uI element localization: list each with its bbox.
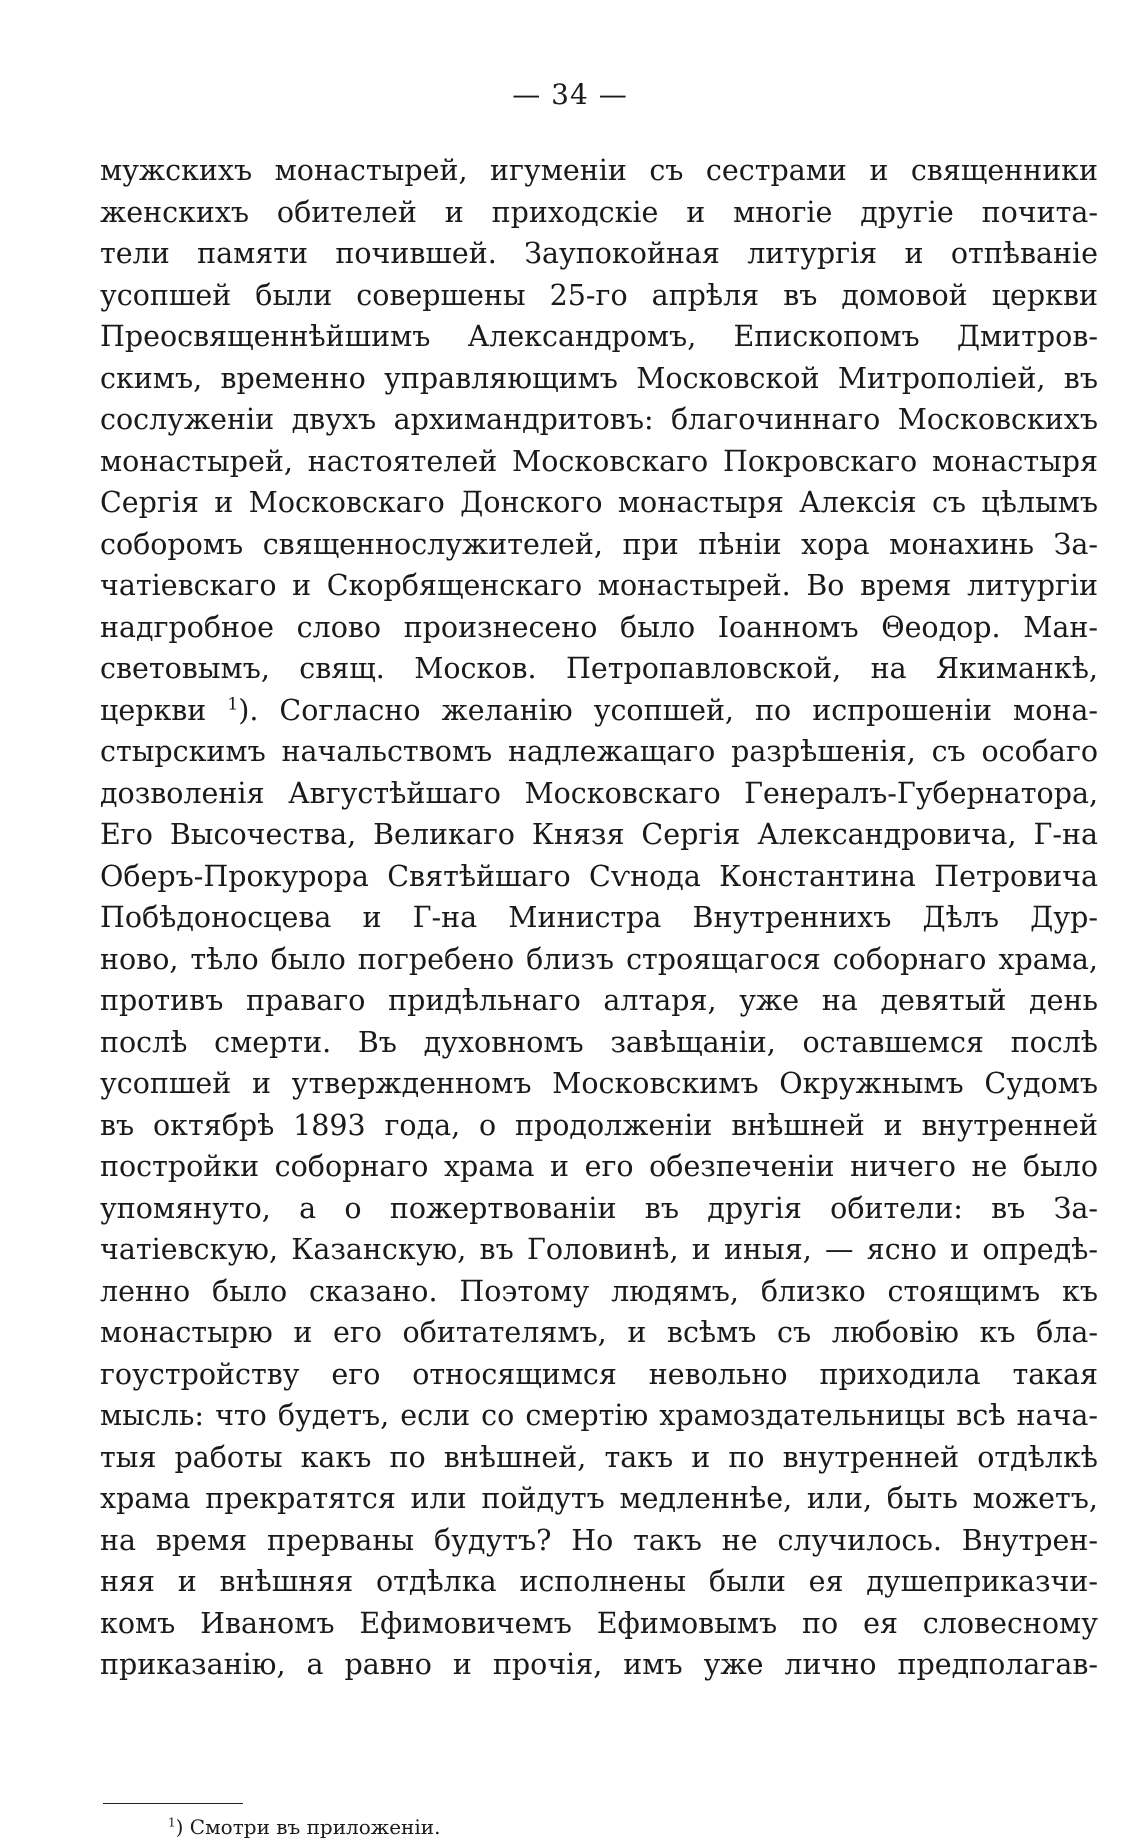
text-line: комъ Иваномъ Ефимовичемъ Ефимовымъ по ея словесному [100, 1606, 1098, 1640]
page-number: — 34 — [512, 78, 628, 111]
footnote [168, 1815, 440, 1839]
text-line: Оберъ-Прокурора Святѣйшаго Сѵнода Константина Петровича [100, 859, 1098, 893]
text-line: надгробное слово произнесено было Іоанномъ Θеодор. Ман- [100, 610, 1098, 644]
line-start: церкви [100, 693, 207, 727]
text-line: Преосвященнѣйшимъ Александромъ, Епископомъ Дмитров- [100, 320, 1098, 353]
footnote-divider [103, 1803, 243, 1804]
text-line: скимъ, временно управляющимъ Московской Митрополіей, въ [100, 361, 1098, 395]
footnote-marker: 1 [168, 1815, 176, 1830]
text-line: чатіевскую, Казанскую, въ Головинѣ, и иныя, — ясно и опредѣ- [100, 1233, 1098, 1266]
text-line: въ октябрѣ 1893 года, о продолженіи внѣшней и внутренней [100, 1108, 1098, 1142]
text-line: усопшей были совершены 25-го апрѣля въ домовой церкви [100, 278, 1098, 312]
text-line: тыя работы какъ по внѣшней, такъ и по внутренней отдѣлкѣ [100, 1440, 1098, 1474]
text-line: стырскимъ начальствомъ надлежащаго разрѣшенія, съ особаго [100, 735, 1098, 768]
text-line: усопшей и утвержденномъ Московскимъ Окружнымъ Судомъ [100, 1067, 1098, 1100]
text-line: монастырю и его обитателямъ, и всѣмъ съ любовію къ бла- [100, 1316, 1098, 1349]
text-line: тели памяти почившей. Заупокойная литургія и отпѣваніе [100, 237, 1098, 270]
text-line: ново, тѣло было погребено близъ строящагося соборнаго храма, [100, 942, 1098, 976]
text-line: мысль: что будетъ, если со смертію храмоздательницы всѣ нача- [100, 1399, 1098, 1432]
text-line: Побѣдоносцева и Г-на Министра Внутреннихъ Дѣлъ Дур- [100, 901, 1098, 934]
text-line: соборомъ священнослужителей, при пѣніи хора монахинь За- [100, 527, 1098, 561]
text-line: упомянуто, а о пожертвованіи въ другія обители: въ За- [100, 1191, 1098, 1225]
line-rest: ). Согласно желанію усопшей, по испрошеніи мона- [238, 693, 1098, 727]
footnote-ref: 1 [227, 694, 239, 714]
text-line: на время прерваны будутъ? Но такъ не случилось. Внутрен- [100, 1523, 1098, 1557]
text-line: дозволенія Августѣйшаго Московскаго Генералъ-Губернатора, [100, 776, 1098, 810]
text-line: храма прекратятся или пойдутъ медленнѣе, или, быть можетъ, [100, 1482, 1098, 1515]
text-line: приказанію, а равно и прочія, имъ уже лично предполагав- [100, 1648, 1098, 1681]
text-line: Его Высочества, Великаго Князя Сергія Александровича, Г-на [100, 818, 1098, 851]
text-line: послѣ смерти. Въ духовномъ завѣщаніи, оставшемся послѣ [100, 1025, 1098, 1059]
text-line: монастырей, настоятелей Московскаго Покровскаго монастыря [100, 444, 1098, 478]
text-line: постройки соборнаго храма и его обезпеченіи ничего не было [100, 1150, 1098, 1183]
text-line: гоустройству его относящимся невольно приходила такая [100, 1357, 1098, 1391]
text-line: няя и внѣшняя отдѣлка исполнены были ея душеприказчи- [100, 1565, 1098, 1598]
text-line: мужскихъ монастырей, игуменіи съ сестрами и священники [100, 154, 1098, 187]
body-text [100, 150, 1098, 1686]
text-line: женскихъ обителей и приходскіе и многіе другіе почита- [100, 195, 1098, 229]
text-line: противъ праваго придѣльнаго алтаря, уже на девятый день [100, 984, 1098, 1017]
text-line: световымъ, свящ. Москов. Петропавловской, на Якиманкѣ, [100, 652, 1098, 685]
text-line: чатіевскаго и Скорбященскаго монастырей. Во время литургіи [100, 569, 1098, 602]
text-line: ленно было сказано. Поэтому людямъ, близко стоящимъ къ [100, 1274, 1098, 1308]
footnote-text: ) Смотри въ приложеніи. [175, 1815, 441, 1839]
text-line: Сергія и Московскаго Донского монастыря Алексія съ цѣлымъ [100, 486, 1098, 519]
text-line: сослуженіи двухъ архимандритовъ: благочиннаго Московскихъ [100, 403, 1098, 436]
text-line-with-footnote-ref [100, 690, 1098, 732]
